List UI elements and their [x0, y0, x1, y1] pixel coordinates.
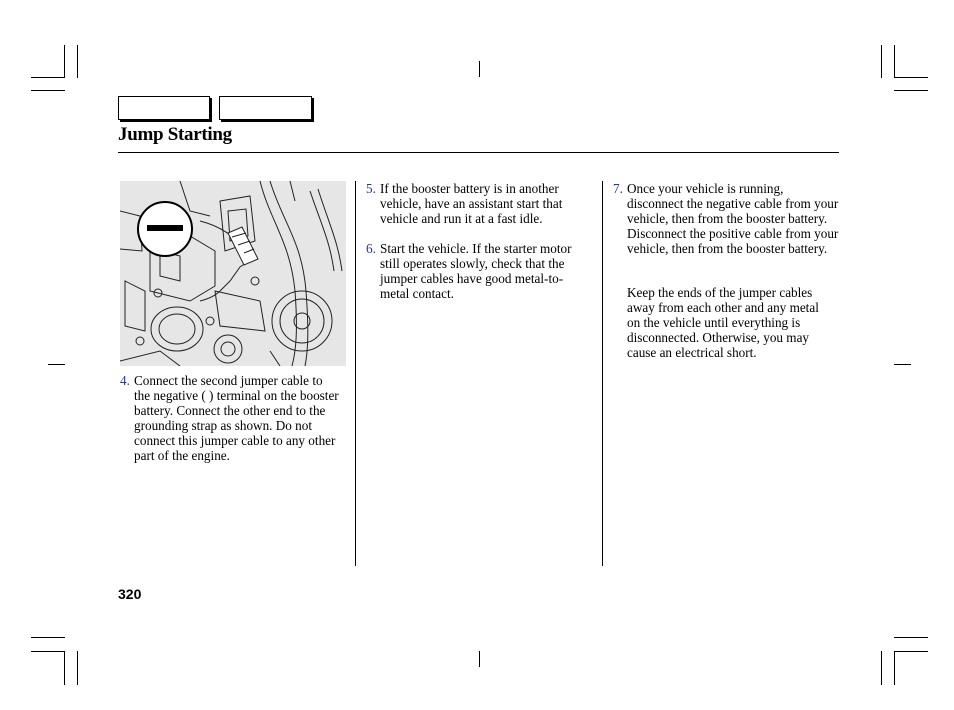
crop-mark	[894, 637, 928, 638]
step-text: Connect the second jumper cable to the negative ( ) terminal on the booster battery. Connect the other end to the grounding strap as shown. Do not connect this jumper cable to any other part of the engine.	[134, 373, 339, 463]
step-text: If the booster battery is in another vehicle, have an assistant start that vehicle and run it at a fast idle.	[380, 181, 563, 226]
negative-terminal-icon	[137, 201, 193, 257]
column-divider	[355, 181, 356, 566]
nav-tab-1[interactable]	[118, 96, 210, 120]
crop-mark	[894, 651, 895, 685]
crop-mark	[479, 651, 480, 667]
step-number: 4.	[120, 373, 130, 388]
column-divider	[602, 181, 603, 566]
nav-tab-2[interactable]	[219, 96, 312, 120]
title-divider	[118, 152, 839, 153]
crop-mark	[31, 77, 65, 78]
crop-mark	[31, 651, 65, 652]
crop-mark	[894, 77, 928, 78]
page-number: 320	[118, 586, 142, 602]
crop-mark	[894, 90, 928, 91]
crop-mark	[31, 90, 65, 91]
crop-mark	[479, 61, 480, 77]
step-text: Start the vehicle. If the starter motor still operates slowly, check that the jumper cables have good metal-to-metal contact.	[380, 241, 572, 301]
crop-mark	[894, 651, 928, 652]
step-number: 5.	[366, 181, 376, 196]
crop-mark	[64, 651, 65, 685]
step-number: 7.	[613, 181, 623, 196]
crop-mark	[881, 651, 882, 685]
step-text: Once your vehicle is running, disconnect the negative cable from your vehicle, then from the booster battery. Disconnect the positive cable from your vehicle, then from the booster battery.	[627, 181, 839, 256]
crop-mark	[31, 637, 65, 638]
crop-mark	[64, 45, 65, 78]
warning-note: Keep the ends of the jumper cables away from each other and any metal on the vehicle until everything is disconnected. Otherwise, you may cause an electrical short.	[627, 285, 819, 360]
crop-mark	[894, 45, 895, 78]
step-number: 6.	[366, 241, 376, 256]
crop-mark	[881, 45, 882, 78]
crop-mark	[894, 364, 911, 365]
crop-mark	[48, 364, 65, 365]
crop-mark	[77, 651, 78, 685]
engine-illustration	[120, 181, 346, 366]
crop-mark	[77, 45, 78, 78]
page-title: Jump Starting	[118, 124, 232, 145]
